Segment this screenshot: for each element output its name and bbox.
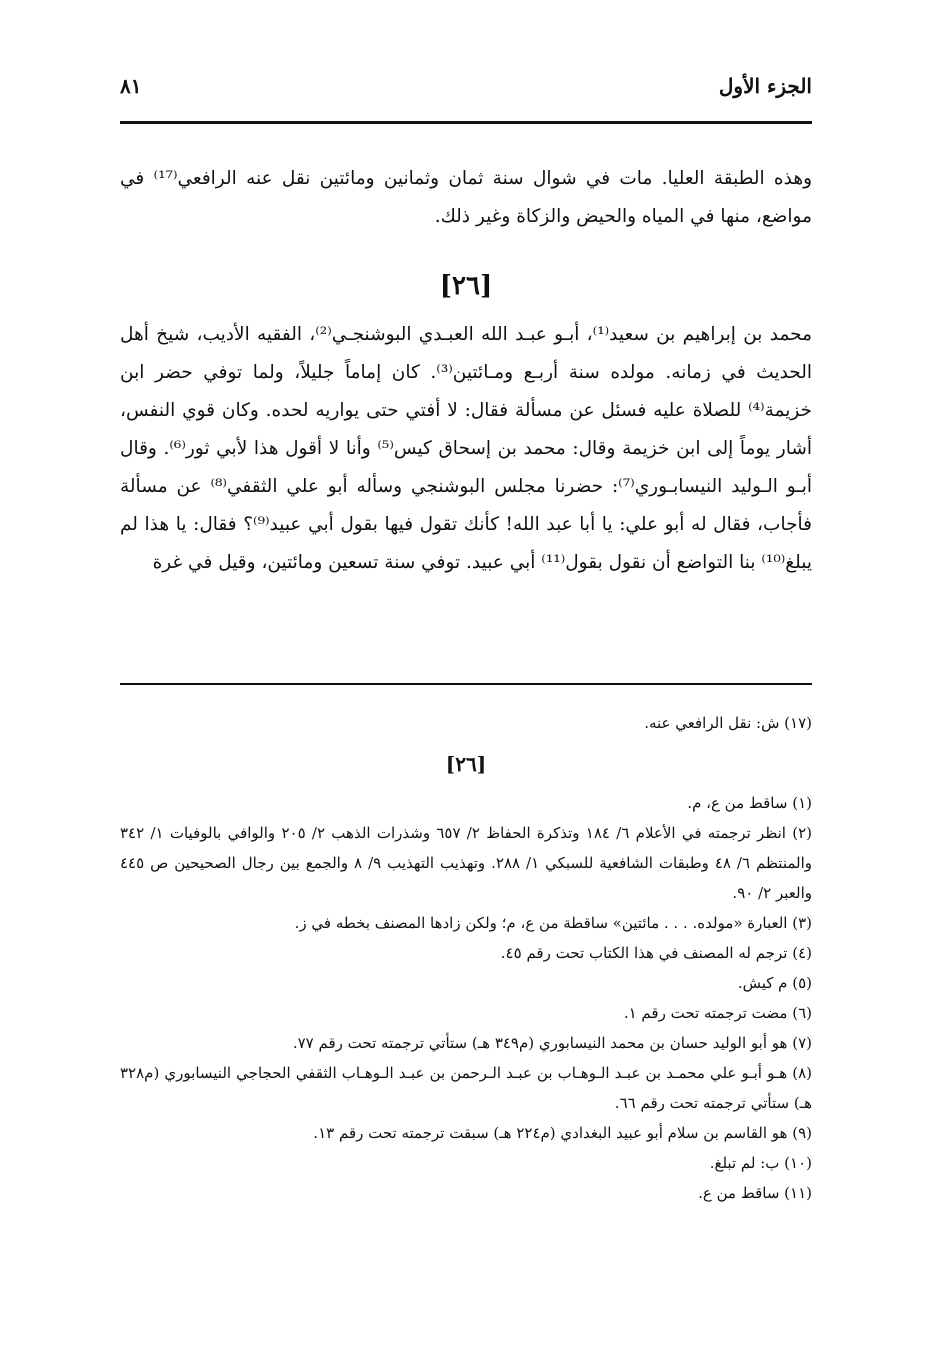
footnote-4: (٤) ترجم له المصنف في هذا الكتاب تحت رقم ٤٥. <box>500 944 812 962</box>
footnote-11: (١١) ساقط من ع. <box>698 1184 812 1202</box>
entry-paragraph: محمد بن إبراهيم بن سعيد⁽¹⁾، أبـو عبـد الله العبـدي البوشنجـي⁽²⁾، الفقيه الأديب، شيخ أهل الحديث في زمانه. مولده سنة أربـع ومـائتين⁽³⁾. كان إماماً جليلاً، ولما توفي حضر ابن خزيمة⁽⁴⁾ للصلاة عليه فسئل عن مسألة فقال: لا أفتي حتى يواريه لحده. وكان قوي النفس، أشار يوماً إلى ابن خزيمة وقال: محمد بن إسحاق كيس⁽⁵⁾ وأنا لا أقول هذا لأبي ثور⁽⁶⁾. وقال أبـو الـوليد النيسابـوري⁽⁷⁾: حضرنا مجلس البوشنجي وسأله أبو علي الثقفي⁽⁸⁾ عن مسألة فأجاب، فقال له أبو علي: يا أبا عبد الله! كأنك تقول فيها بقول أبي عبيد⁽⁹⁾؟ فقال: يا هذا لم يبلغ⁽¹⁰⁾ بنا التواضع أن نقول بقول⁽¹¹⁾ أبي عبيد. توفي سنة تسعين ومائتين، وقيل في غرة <box>120 324 812 573</box>
header-rule <box>120 121 812 124</box>
footnote-7: (٧) هو أبو الوليد حسان بن محمد النيسابوري (م٣٤٩ هـ) ستأتي ترجمته تحت رقم ٧٧. <box>292 1034 812 1052</box>
page-header <box>120 72 812 112</box>
page-number: ٨١ <box>120 74 142 98</box>
previous-entry-paragraph: وهذه الطبقة العليا. مات في شوال سنة ثمان وثمانين ومائتين نقل عنه الرافعي⁽¹⁷⁾ في مواضع، منها في المياه والحيض والزكاة وغير ذلك. <box>120 168 813 227</box>
footnote-rule <box>120 683 812 685</box>
footnote-prev: (١٧) ش: نقل الرافعي عنه. <box>644 714 812 732</box>
footnote-6: (٦) مضت ترجمته تحت رقم ١. <box>623 1004 812 1022</box>
footnote-2: (٢) انظر ترجمته في الأعلام ٦/ ١٨٤ وتذكرة الحفاظ ٢/ ٦٥٧ وشذرات الذهب ٢/ ٢٠٥ والوافي بالوفيات ١/ ٣٤٢ والمنتظم ٦/ ٤٨ وطبقات الشافعية للسبكي ١/ ٢٨٨. وتهذيب التهذيب ٩/ ٨ والجمع بين رجال الصحيحين ص ٤٤٥ والعبر ٢/ ٩٠. <box>120 824 813 902</box>
footnotes <box>120 708 812 1208</box>
main-text <box>120 160 812 582</box>
footnote-8: (٨) هـو أبـو علي محمـد بن عبـد الـوهـاب بن عبـد الـرحمن بن عبـد الـوهـاب الثقفي الحجاجي النيسابوري (م٣٢٨ هـ) ستأتي ترجمته تحت رقم ٦٦. <box>120 1064 812 1112</box>
footnote-1: (١) ساقط من ع، م. <box>687 794 812 812</box>
footnote-5: (٥) م كيش. <box>737 974 812 992</box>
footnote-entry-number: [٢٦] <box>445 752 487 776</box>
entry-number: [٢٦] <box>439 271 493 301</box>
running-title: الجزء الأول <box>718 74 812 98</box>
footnote-3: (٣) العبارة «مولده. . . . مائتين» ساقطة من ع، م؛ ولكن زادها المصنف بخطه في ز. <box>294 914 812 932</box>
footnote-9: (٩) هو القاسم بن سلام أبو عبيد البغدادي (م٢٢٤ هـ) سبقت ترجمته تحت رقم ١٣. <box>313 1124 812 1142</box>
footnote-10: (١٠) ب: لم تبلغ. <box>709 1154 812 1172</box>
